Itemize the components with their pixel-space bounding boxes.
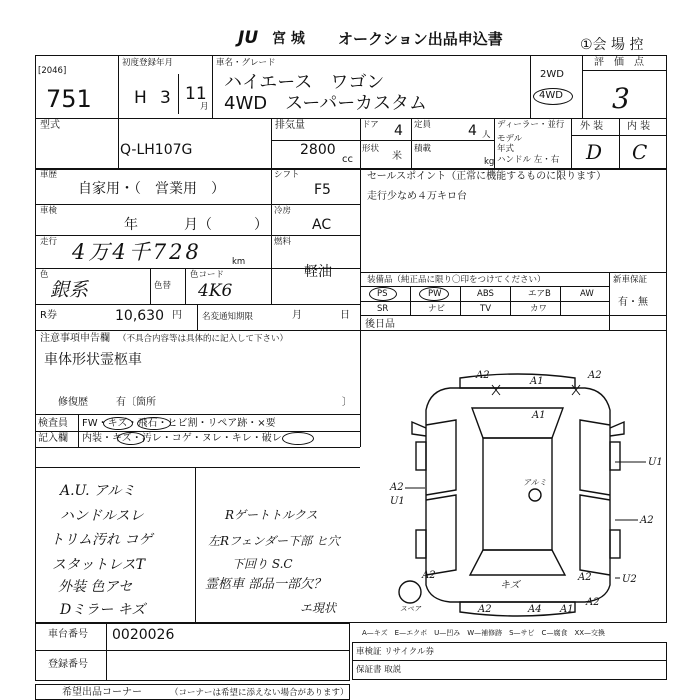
type-value: Q-LH107G [120, 142, 193, 158]
mark-a2-right-rear: A2 [578, 572, 592, 583]
color-label: 色 [40, 270, 49, 280]
inspector-row1: FW・キズ・飛石・ヒビ割・リペア跡・×要 [82, 418, 276, 429]
damage-legend: A—キズ E—エクボ U—凹み W—補修跡 S—サビ C—腐食 XX—交換 [362, 629, 606, 637]
mark-a1-windshield: A1 [532, 410, 546, 421]
shift-label: シフト [274, 170, 300, 180]
capacity-label: 定員 [414, 120, 432, 130]
corner-hint: （コーナーは希望に添えない場合があります） [170, 688, 349, 698]
inspection-label: 車検 [40, 206, 58, 216]
hw-note-left-5: 外装 色アセ [58, 579, 133, 595]
mark-a2-front-left: A2 [476, 370, 490, 381]
new-car-warranty-value: 有・無 [618, 297, 648, 308]
entry-label: 記入欄 [38, 433, 68, 444]
notes-value: 車体形状霊柩車 [44, 352, 142, 368]
notes-hint: （不具合内容等は具体的に記入して下さい） [118, 334, 289, 344]
ac-label: 冷房 [274, 206, 292, 216]
shape-label: 形状 [362, 144, 380, 154]
inspection-month: 月（ [184, 217, 212, 233]
sales-point-value: 走行少なめ４万キロ台 [367, 191, 467, 202]
notice-deadline-label: 名変通知期限 [202, 312, 254, 322]
mark-a2-left-rear: A2 [422, 570, 436, 581]
ac-value: AC [312, 217, 332, 233]
equip-sr: SR [377, 304, 389, 314]
displacement-value: 2800 [300, 142, 336, 158]
first-reg-month: 11 [185, 84, 207, 104]
mileage-value: 4万4千728 [72, 240, 202, 264]
usage-label: 車歴 [40, 170, 58, 180]
score-value: 3 [612, 82, 630, 115]
equip-abs: ABS [477, 289, 494, 299]
hw-note-left-3: トリム汚れ コゲ [50, 532, 153, 548]
inspection-year: 年 [124, 217, 138, 233]
notes-label: 注意事項申告欄 [40, 333, 110, 344]
first-reg-era: H [134, 88, 147, 108]
hw-note-right-3: 下回り S.C [232, 557, 293, 571]
capacity-unit: 人 [482, 130, 491, 140]
shape-value: 米 [392, 151, 402, 162]
paint-change-label: 色替 [154, 281, 172, 291]
drive-4wd: 4WD [539, 90, 563, 101]
displacement-unit: cc [342, 154, 353, 165]
usage-value: 自家用・（ 営業用 ） [78, 181, 225, 197]
mileage-unit: km [232, 257, 246, 267]
logo: JU [238, 28, 259, 48]
first-reg-month-unit: 月 [200, 102, 209, 112]
recycle-value: 10,630 [115, 308, 164, 324]
mark-kizu: キズ [500, 580, 520, 591]
first-reg-year: 3 [160, 88, 171, 108]
interior-grade-label: 内 装 [627, 121, 651, 132]
model-label: 車名・グレード [216, 58, 276, 68]
chassis-label: 車台番号 [48, 629, 88, 640]
score-label: 評 価 点 [594, 57, 644, 68]
color-value: 銀系 [50, 279, 89, 301]
doors-value: 4 [394, 123, 403, 139]
equip-aw: AW [580, 289, 594, 299]
mark-a2-rear-right: A2 [586, 597, 600, 608]
color-code-label: 色コード [190, 270, 225, 280]
model-line2: 4WD スーパーカスタム [224, 93, 427, 114]
equip-ps: PS [377, 289, 388, 299]
inspection-close: ） [254, 217, 268, 233]
documents-row1: 車検証 リサイクル券 [356, 647, 435, 657]
first-reg-label: 初度登録年月 [122, 58, 174, 68]
interior-grade-value: C [632, 140, 648, 164]
mark-a1-front: A1 [530, 376, 544, 387]
after-parts-label: 後日品 [365, 319, 395, 330]
mark-a2-right: A2 [640, 515, 654, 526]
hw-note-right-1: Rゲートトルクス [225, 508, 318, 522]
dealer-label: ディーラー・並行 [497, 120, 565, 130]
recycle-label: R券 [40, 310, 57, 321]
hw-note-left-1: A.U. アルミ [60, 483, 136, 499]
year-label: 年式 [497, 144, 515, 154]
lot-number: 751 [46, 85, 92, 113]
capacity-value: 4 [468, 123, 477, 139]
equip-pw: PW [428, 289, 442, 299]
fuel-value: 軽油 [304, 264, 332, 280]
repair-history-close: 〕 [342, 397, 352, 408]
mark-u2-right: U2 [622, 574, 637, 585]
repair-history-label: 修復歴 [58, 397, 88, 408]
model-year-label: モデル [497, 134, 523, 144]
mark-u1-right: U1 [648, 457, 663, 468]
mark-a1-rear: A1 [560, 604, 574, 615]
mileage-label: 走行 [40, 237, 58, 247]
sales-point-label: セールスポイント（正常に機能するものに限ります） [367, 171, 607, 182]
org-name: 宮 城 [272, 31, 305, 47]
shift-value: F5 [314, 182, 331, 198]
notice-day: 日 [340, 310, 350, 321]
form-title: オークション出品申込書 [338, 30, 503, 48]
chassis-value: 0020026 [112, 627, 175, 643]
mark-a2-front-right: A2 [588, 370, 602, 381]
hw-note-left-4: スタットレスT [52, 557, 145, 573]
new-car-warranty-label: 新車保証 [613, 275, 648, 285]
mark-spare: スペア [400, 605, 421, 613]
weight-label: 積載 [414, 144, 432, 154]
mark-alumi: アルミ [523, 478, 547, 487]
doors-label: ドア [362, 120, 379, 130]
hw-note-right-5: エ現状 [300, 601, 337, 615]
corner-label: 希望出品コーナー [62, 687, 142, 698]
handle-label: ハンドル 左・右 [497, 155, 560, 165]
mark-a4-rear: A4 [528, 604, 542, 615]
mark-u1-left: U1 [390, 496, 405, 507]
exterior-grade-label: 外 装 [580, 121, 604, 132]
equip-airbag: エアB [528, 289, 551, 299]
fuel-label: 燃料 [274, 237, 292, 247]
equip-tv: TV [480, 304, 492, 314]
drive-2wd: 2WD [540, 69, 564, 80]
hw-note-left-6: Dミラー キズ [60, 602, 146, 618]
type-label: 型式 [40, 120, 60, 131]
mark-a2-rear: A2 [478, 604, 492, 615]
recycle-unit: 円 [172, 310, 182, 321]
model-line1: ハイエース ワゴン [224, 72, 385, 93]
venue-copy-label: ①会 場 控 [580, 37, 644, 53]
color-code-value: 4K6 [198, 281, 233, 301]
documents-row2: 保証書 取説 [356, 665, 402, 675]
repair-history-value: 有〔箇所 [116, 397, 156, 408]
lot-code: [2046] [38, 66, 67, 76]
car-damage-diagram [360, 330, 667, 623]
exterior-grade-value: D [586, 140, 603, 164]
plate-label: 登録番号 [48, 659, 88, 670]
equip-leather: カワ [530, 304, 548, 314]
inspector-row2: 内装・キズ・汚レ・コゲ・ヌレ・キレ・破レ [82, 433, 282, 444]
displacement-label: 排気量 [275, 120, 305, 131]
equip-navi: ナビ [428, 304, 446, 314]
inspector-label: 検査員 [38, 418, 68, 429]
hw-note-right-2: 左Rフェンダー下部 ヒ穴 [208, 534, 340, 548]
notice-month: 月 [292, 310, 302, 321]
hw-note-left-2: ハンドルスレ [60, 508, 144, 524]
hw-note-right-4: 霊柩車 部品一部欠？ [205, 577, 327, 592]
mark-a2-left: A2 [390, 482, 404, 493]
weight-unit: kg [484, 157, 495, 167]
equipment-label: 装備品（純正品に限り〇印をつけてください） [367, 275, 546, 285]
